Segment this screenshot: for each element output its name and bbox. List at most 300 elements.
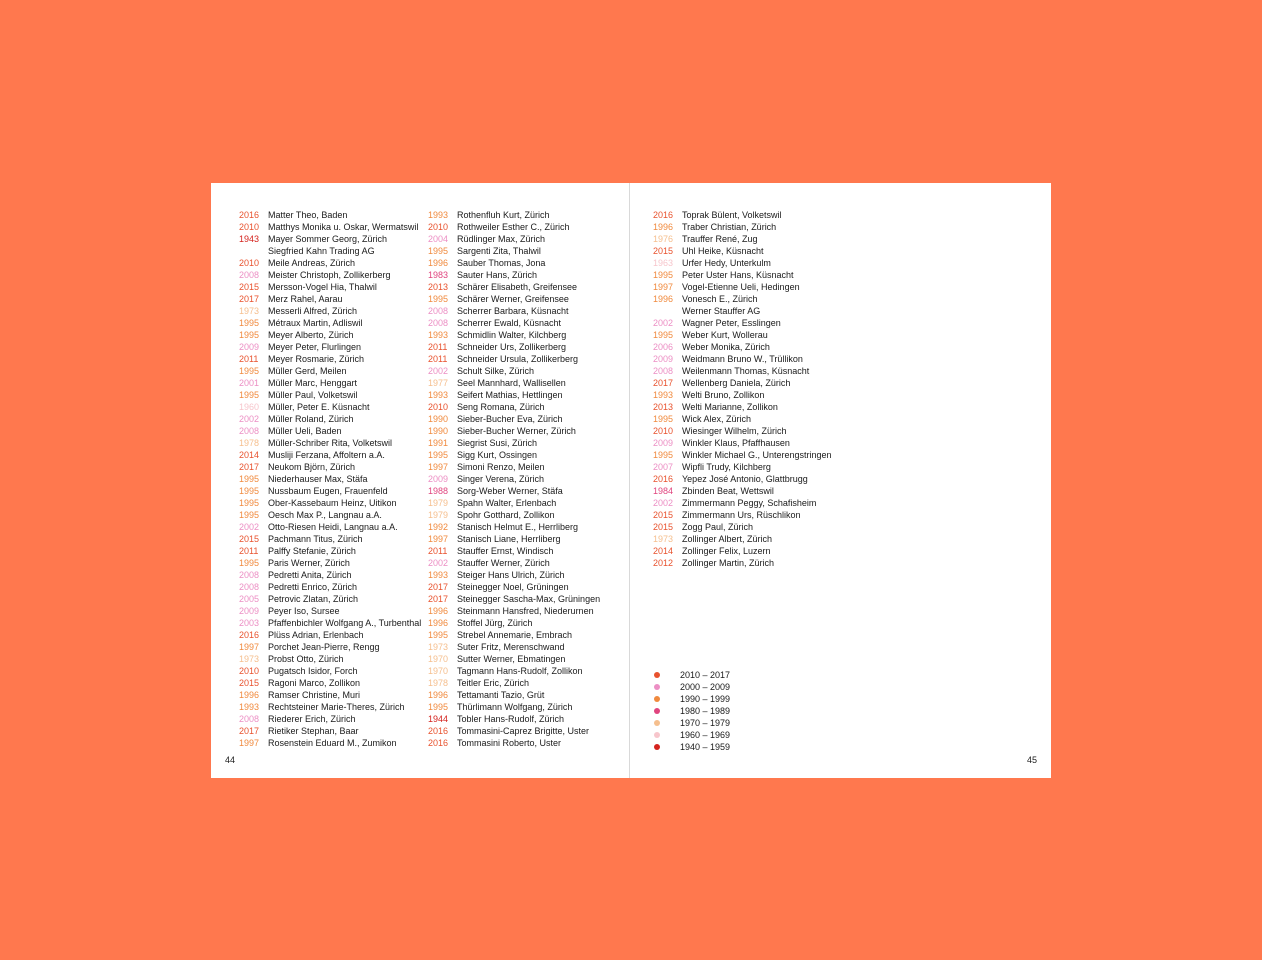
list-item (428, 233, 600, 245)
entry-year: 2011 (428, 354, 448, 364)
list-item (428, 677, 600, 689)
entry-year: 2017 (239, 726, 260, 736)
legend-dot-icon (654, 684, 660, 690)
entry-year: 2009 (239, 342, 260, 352)
entry-year: 1995 (239, 318, 260, 328)
entry-year: 1978 (428, 678, 449, 688)
list-item (428, 317, 600, 329)
entry-name: Pugatsch Isidor, Forch (268, 666, 358, 676)
list-item (428, 701, 600, 713)
entry-year: 2017 (428, 582, 449, 592)
entry-name: Winkler Michael G., Unterengstringen (682, 450, 832, 460)
page-number-right: 45 (1026, 755, 1037, 765)
list-item (428, 569, 600, 581)
entry-year: 2007 (653, 462, 674, 472)
entry-year: 1973 (653, 534, 674, 544)
list-item (428, 629, 600, 641)
entry-name: Yepez José Antonio, Glattbrugg (682, 474, 808, 484)
legend-label: 1940 – 1959 (680, 742, 731, 752)
legend-entry (651, 741, 730, 753)
entry-name: Weber Monika, Zürich (682, 342, 770, 352)
entry-year: 1973 (239, 654, 260, 664)
entry-name: Zogg Paul, Zürich (682, 522, 754, 532)
legend-label: 2000 – 2009 (680, 682, 731, 692)
entry-name: Meister Christoph, Zollikerberg (268, 270, 391, 280)
list-item (653, 461, 832, 473)
entry-name: Winkler Klaus, Pfaffhausen (682, 438, 790, 448)
entry-name: Sieber-Bucher Eva, Zürich (457, 414, 563, 424)
entry-year: 2008 (239, 582, 260, 592)
entry-name: Schmidlin Walter, Kilchberg (457, 330, 567, 340)
entry-year: 2015 (653, 522, 674, 532)
entry-name: Zbinden Beat, Wettswil (682, 486, 774, 496)
list-item (239, 557, 421, 569)
list-item (428, 269, 600, 281)
entry-name: Schneider Urs, Zollikerberg (457, 342, 567, 352)
legend-entry (651, 681, 730, 693)
entry-year: 1984 (653, 486, 674, 496)
entry-name: Tommasini Roberto, Uster (457, 738, 562, 748)
entry-year: 2017 (239, 294, 260, 304)
entry-name: Otto-Riesen Heidi, Langnau a.A. (268, 522, 398, 532)
entry-year: 2008 (428, 306, 449, 316)
entry-year: 2002 (239, 522, 260, 532)
entry-name: Wiesinger Wilhelm, Zürich (682, 426, 787, 436)
list-item (653, 233, 832, 245)
entry-year: 2014 (653, 546, 674, 556)
list-item (239, 509, 421, 521)
list-item (653, 545, 832, 557)
entry-year: 1990 (428, 414, 449, 424)
page-gutter (629, 183, 630, 778)
entry-year: 1990 (428, 426, 449, 436)
list-item (239, 221, 421, 233)
list-item (428, 617, 600, 629)
legend-entry (651, 669, 730, 681)
entry-year: 2011 (239, 546, 259, 556)
entry-year: 2016 (428, 738, 449, 748)
entry-year: 1973 (428, 642, 449, 652)
list-item (239, 569, 421, 581)
entry-year: 1943 (239, 234, 260, 244)
entry-year: 2015 (653, 246, 674, 256)
entry-year: 1995 (653, 270, 674, 280)
entry-year: 1995 (428, 450, 449, 460)
entry-name: Tettamanti Tazio, Grüt (457, 690, 545, 700)
entry-year: 1995 (239, 474, 260, 484)
entry-year: 1995 (239, 486, 260, 496)
entry-year: 1992 (428, 522, 449, 532)
entry-name: Vogel-Etienne Ueli, Hedingen (682, 282, 800, 292)
list-item (653, 557, 832, 569)
entry-name: Meyer Peter, Flurlingen (268, 342, 362, 352)
list-item (239, 413, 421, 425)
list-item (239, 389, 421, 401)
entry-name: Rothenfluh Kurt, Zürich (457, 210, 550, 220)
entry-name: Zollinger Albert, Zürich (682, 534, 773, 544)
entry-year: 1973 (239, 306, 260, 316)
entry-year: 1995 (239, 498, 260, 508)
entry-year: 1993 (428, 570, 449, 580)
list-item (428, 209, 600, 221)
entry-year: 2006 (653, 342, 674, 352)
list-item (239, 713, 421, 725)
list-item (428, 281, 600, 293)
list-item (428, 413, 600, 425)
entry-name: Siegfried Kahn Trading AG (268, 246, 375, 256)
entry-year: 1996 (428, 690, 449, 700)
entry-name: Seng Romana, Zürich (457, 402, 545, 412)
entry-year: 1995 (653, 450, 674, 460)
entry-name: Zimmermann Peggy, Schafisheim (682, 498, 817, 508)
list-item (653, 365, 832, 377)
list-item (653, 329, 832, 341)
list-item (653, 449, 832, 461)
list-item (239, 269, 421, 281)
list-item (428, 509, 600, 521)
entry-name: Schärer Werner, Greifensee (457, 294, 569, 304)
entry-name: Wagner Peter, Esslingen (682, 318, 781, 328)
entry-name: Müller Gerd, Meilen (268, 366, 347, 376)
entry-name: Thürlimann Wolfgang, Zürich (457, 702, 573, 712)
entry-year: 2016 (653, 210, 674, 220)
entry-year: 2002 (239, 414, 260, 424)
entry-name: Werner Stauffer AG (682, 306, 761, 316)
list-item (428, 401, 600, 413)
entry-name: Schult Silke, Zürich (457, 366, 535, 376)
legend-entry (651, 729, 730, 741)
entry-year: 1996 (428, 258, 449, 268)
entry-name: Toprak Bülent, Volketswil (682, 210, 782, 220)
list-item (428, 245, 600, 257)
entry-year: 2010 (428, 402, 449, 412)
entry-year: 1993 (428, 210, 449, 220)
year-legend (651, 669, 730, 753)
entry-year: 1995 (239, 330, 260, 340)
entry-name: Stanisch Liane, Herrliberg (457, 534, 561, 544)
list-item (653, 221, 832, 233)
entry-name: Wipfli Trudy, Kilchberg (682, 462, 771, 472)
entry-year: 2010 (653, 426, 674, 436)
entry-year: 1997 (428, 534, 449, 544)
legend-dot-icon (654, 732, 660, 738)
entry-name: Rothweiler Esther C., Zürich (457, 222, 570, 232)
entry-name: Riederer Erich, Zürich (268, 714, 356, 724)
entry-name: Neukom Björn, Zürich (268, 462, 356, 472)
entry-name: Mayer Sommer Georg, Zürich (268, 234, 388, 244)
legend-label: 1970 – 1979 (680, 718, 731, 728)
list-item (653, 533, 832, 545)
list-item (428, 521, 600, 533)
entry-year: 2016 (428, 726, 449, 736)
list-item (239, 425, 421, 437)
entry-year: 1991 (428, 438, 449, 448)
entry-year: 2009 (653, 354, 674, 364)
entry-name: Palffy Stefanie, Zürich (268, 546, 356, 556)
entry-year: 2012 (653, 558, 674, 568)
entry-name: Müller-Schriber Rita, Volketswil (268, 438, 393, 448)
entry-year: 2009 (653, 438, 674, 448)
entry-name: Rietiker Stephan, Baar (268, 726, 359, 736)
list-item (653, 269, 832, 281)
list-item (653, 281, 832, 293)
entry-name: Steinegger Sascha-Max, Grüningen (457, 594, 601, 604)
entry-name: Probst Otto, Zürich (268, 654, 344, 664)
entry-name: Oesch Max P., Langnau a.A. (268, 510, 382, 520)
list-item (239, 473, 421, 485)
entry-name: Métraux Martin, Adliswil (268, 318, 363, 328)
entry-year: 2009 (239, 606, 260, 616)
entry-name: Scherrer Ewald, Küsnacht (457, 318, 562, 328)
entry-year: 1963 (653, 258, 674, 268)
name-column-1 (239, 209, 421, 749)
entry-year: 2017 (653, 378, 674, 388)
list-item (239, 689, 421, 701)
entry-name: Rosenstein Eduard M., Zumikon (268, 738, 397, 748)
entry-year: 1997 (239, 738, 260, 748)
entry-year: 2010 (239, 258, 260, 268)
legend-entry (651, 705, 730, 717)
entry-year: 2013 (653, 402, 674, 412)
list-item (653, 293, 832, 305)
entry-year: 2017 (428, 594, 449, 604)
entry-name: Spahn Walter, Erlenbach (457, 498, 557, 508)
list-item (428, 221, 600, 233)
list-item (653, 305, 832, 317)
entry-name: Peyer Iso, Sursee (268, 606, 340, 616)
list-item (428, 641, 600, 653)
entry-name: Ramser Christine, Muri (268, 690, 361, 700)
list-item (653, 473, 832, 485)
legend-label: 1990 – 1999 (680, 694, 731, 704)
list-item (653, 497, 832, 509)
list-item (239, 461, 421, 473)
name-column-2 (428, 209, 600, 749)
entry-name: Rüdlinger Max, Zürich (457, 234, 546, 244)
entry-year: 2014 (239, 450, 260, 460)
entry-name: Müller Roland, Zürich (268, 414, 354, 424)
list-item (239, 545, 421, 557)
list-item (239, 377, 421, 389)
list-item (653, 257, 832, 269)
list-item (239, 617, 421, 629)
entry-name: Messerli Alfred, Zürich (268, 306, 358, 316)
entry-name: Scherrer Barbara, Küsnacht (457, 306, 569, 316)
list-item (428, 581, 600, 593)
list-item (428, 605, 600, 617)
list-item (653, 353, 832, 365)
list-item (428, 533, 600, 545)
entry-year: 2011 (428, 546, 448, 556)
entry-name: Meyer Alberto, Zürich (268, 330, 354, 340)
list-item (239, 245, 421, 257)
entry-year: 1977 (428, 378, 449, 388)
entry-name: Sigg Kurt, Ossingen (457, 450, 538, 460)
list-item (239, 317, 421, 329)
list-item (239, 281, 421, 293)
entry-name: Tommasini-Caprez Brigitte, Uster (457, 726, 590, 736)
list-item (653, 413, 832, 425)
list-item (239, 293, 421, 305)
entry-year: 1993 (239, 702, 260, 712)
page-number-left: 44 (225, 755, 236, 765)
entry-year: 1993 (428, 330, 449, 340)
entry-year: 2010 (239, 666, 260, 676)
legend-label: 2010 – 2017 (680, 670, 731, 680)
entry-name: Ober-Kassebaum Heinz, Uitikon (268, 498, 397, 508)
list-item (653, 521, 832, 533)
list-item (428, 341, 600, 353)
entry-name: Müller Marc, Henggart (268, 378, 358, 388)
entry-name: Sauter Hans, Zürich (457, 270, 538, 280)
entry-year: 1997 (653, 282, 674, 292)
list-item (653, 245, 832, 257)
entry-year: 1995 (428, 630, 449, 640)
entry-name: Stauffer Ernst, Windisch (457, 546, 554, 556)
list-item (428, 461, 600, 473)
legend-dot-icon (654, 672, 660, 678)
entry-year: 1996 (428, 618, 449, 628)
entry-name: Niederhauser Max, Stäfa (268, 474, 368, 484)
list-item (428, 365, 600, 377)
list-item (428, 485, 600, 497)
entry-year: 1995 (653, 330, 674, 340)
entry-year: 2002 (653, 318, 674, 328)
entry-name: Matter Theo, Baden (268, 210, 348, 220)
entry-name: Paris Werner, Zürich (268, 558, 350, 568)
entry-name: Simoni Renzo, Meilen (457, 462, 545, 472)
entry-year: 1995 (428, 246, 449, 256)
entry-year: 2002 (428, 366, 449, 376)
entry-name: Zollinger Felix, Luzern (682, 546, 771, 556)
entry-name: Uhl Heike, Küsnacht (682, 246, 764, 256)
list-item (653, 389, 832, 401)
entry-year: 2008 (239, 426, 260, 436)
entry-name: Wellenberg Daniela, Zürich (682, 378, 791, 388)
list-item (428, 353, 600, 365)
entry-name: Schneider Ursula, Zollikerberg (457, 354, 579, 364)
legend-dot-icon (654, 708, 660, 714)
entry-year: 1970 (428, 654, 449, 664)
legend-entry (651, 693, 730, 705)
list-item (239, 521, 421, 533)
entry-year: 1993 (428, 390, 449, 400)
entry-year: 2017 (239, 462, 260, 472)
entry-name: Tobler Hans-Rudolf, Zürich (457, 714, 565, 724)
entry-name: Weber Kurt, Wollerau (682, 330, 768, 340)
list-item (428, 593, 600, 605)
entry-year: 1996 (239, 690, 260, 700)
list-item (239, 701, 421, 713)
entry-name: Traber Christian, Zürich (682, 222, 777, 232)
entry-name: Nussbaum Eugen, Frauenfeld (268, 486, 388, 496)
entry-year: 1988 (428, 486, 449, 496)
list-item (653, 425, 832, 437)
entry-year: 2016 (239, 210, 260, 220)
list-item (239, 233, 421, 245)
entry-name: Peter Uster Hans, Küsnacht (682, 270, 794, 280)
list-item (428, 473, 600, 485)
entry-year: 1995 (653, 414, 674, 424)
list-item (239, 725, 421, 737)
legend-entry (651, 717, 730, 729)
name-column-3 (653, 209, 832, 569)
entry-year: 1997 (239, 642, 260, 652)
entry-name: Pedretti Anita, Zürich (268, 570, 352, 580)
list-item (239, 641, 421, 653)
legend-label: 1960 – 1969 (680, 730, 731, 740)
list-item (239, 341, 421, 353)
entry-name: Merz Rahel, Aarau (268, 294, 343, 304)
entry-name: Steinegger Noel, Grüningen (457, 582, 569, 592)
entry-name: Trauffer René, Zug (682, 234, 758, 244)
list-item (653, 485, 832, 497)
list-item (239, 353, 421, 365)
entry-name: Spohr Gotthard, Zollikon (457, 510, 555, 520)
entry-name: Stoffel Jürg, Zürich (457, 618, 533, 628)
entry-year: 2015 (239, 678, 260, 688)
entry-name: Stauffer Werner, Zürich (457, 558, 550, 568)
list-item (239, 581, 421, 593)
entry-year: 1970 (428, 666, 449, 676)
entry-year: 1978 (239, 438, 260, 448)
list-item (428, 653, 600, 665)
entry-name: Müller, Peter E. Küsnacht (268, 402, 370, 412)
entry-year: 2010 (428, 222, 449, 232)
list-item (653, 401, 832, 413)
entry-name: Steinmann Hansfred, Niederurnen (457, 606, 594, 616)
entry-year: 2001 (239, 378, 260, 388)
list-item (428, 377, 600, 389)
entry-name: Sargenti Zita, Thalwil (457, 246, 541, 256)
entry-name: Seifert Mathias, Hettlingen (457, 390, 563, 400)
list-item (239, 485, 421, 497)
entry-year: 2010 (239, 222, 260, 232)
entry-name: Steiger Hans Ulrich, Zürich (457, 570, 565, 580)
list-item (239, 365, 421, 377)
entry-year: 2004 (428, 234, 449, 244)
list-item (428, 665, 600, 677)
entry-name: Teitler Eric, Zürich (457, 678, 530, 688)
book-spread (211, 183, 1051, 778)
entry-year: 1996 (653, 294, 674, 304)
entry-name: Suter Fritz, Merenschwand (457, 642, 565, 652)
entry-name: Zimmermann Urs, Rüschlikon (682, 510, 801, 520)
entry-name: Vonesch E., Zürich (682, 294, 758, 304)
entry-year: 2015 (239, 282, 260, 292)
entry-name: Porchet Jean-Pierre, Rengg (268, 642, 380, 652)
entry-name: Schärer Elisabeth, Greifensee (457, 282, 578, 292)
list-item (239, 449, 421, 461)
list-item (239, 257, 421, 269)
entry-year: 2008 (653, 366, 674, 376)
entry-year: 2008 (239, 714, 260, 724)
entry-year: 2008 (239, 570, 260, 580)
list-item (653, 509, 832, 521)
list-item (239, 401, 421, 413)
entry-name: Siegrist Susi, Zürich (457, 438, 538, 448)
list-item (428, 545, 600, 557)
list-item (428, 293, 600, 305)
entry-name: Plüss Adrian, Erlenbach (268, 630, 364, 640)
list-item (428, 257, 600, 269)
entry-name: Petrovic Zlatan, Zürich (268, 594, 359, 604)
entry-year: 1995 (239, 558, 260, 568)
entry-year: 1976 (653, 234, 674, 244)
entry-name: Meyer Rosmarie, Zürich (268, 354, 365, 364)
list-item (428, 389, 600, 401)
entry-name: Mersson-Vogel Hia, Thalwil (268, 282, 377, 292)
